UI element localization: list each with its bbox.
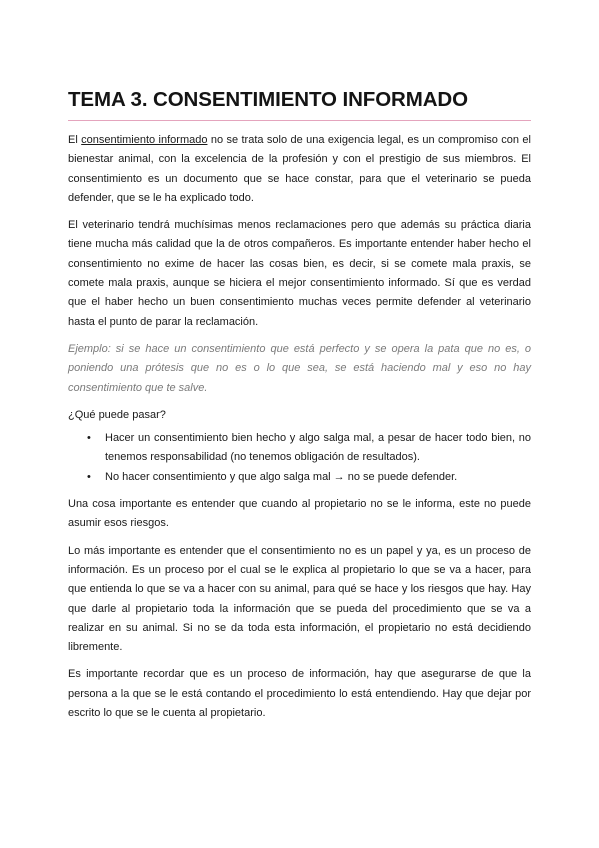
paragraph-riesgos: Una cosa importante es entender que cuando al propietario no se le informa, este no puede asumir esos riesgos. [68, 498, 531, 530]
paragraph-proceso: Lo más importante es entender que el consentimiento no es un papel y ya, es un proceso de información. Es un proceso por el cual se le explica al propietario lo que se va a hacer, para que entienda lo que se va a hacer con su animal, para qué se hace y los riesgos que hay. Hay que darle al propietario toda la información que se pueda del procedimiento que se va a realizar en su animal. Si no se da toda esta información, el propietario no está decidiendo libremente. [68, 544, 531, 654]
bullet-icon: • [87, 470, 91, 483]
bullet-icon: • [87, 432, 91, 445]
paragraph-intro [68, 131, 531, 208]
paragraph-reclamaciones: El veterinario tendrá muchísimas menos reclamaciones pero que además su práctica diaria tiene mucha más calidad que la de otros compañeros. Es importante entender haber hecho el consentimiento no exime de hacer las cosas bien, es decir, si se comete mala praxis, se comete mala praxis, aunque se hiciera el mejor consentimiento informado. Sí que es verdad que el haber hecho un buen consentimiento muchas veces permite defender al veterinario hasta el punto de parar la reclamación. [68, 219, 531, 328]
intro-lead-text: El [68, 134, 82, 146]
question-line: ¿Qué puede pasar? [68, 408, 166, 421]
underlined-term: consentimiento informado [81, 134, 208, 146]
list-item-text: No hacer consentimiento y que algo salga mal → no se puede defender. [105, 470, 458, 483]
bullet-list [68, 429, 531, 487]
document-page [68, 88, 531, 723]
intro-body-text: no se trata solo de una exigencia legal, es un compromiso con el bienestar animal, con la excelencia de la profesión y con el prestigio de sus miembros. El consentimiento es un documento que se hace constar, para que el veterinario se pueda defender, que se le ha explicado todo. [68, 134, 531, 204]
list-item [68, 468, 531, 487]
list-item [68, 429, 531, 468]
example-paragraph: Ejemplo: si se hace un consentimiento que está perfecto y se opera la pata que no es, o poniendo una prótesis que no es o lo que sea, se está haciendo mal y eso no hay consentimiento que te salve. [68, 342, 531, 394]
page-title: TEMA 3. CONSENTIMIENTO INFORMADO [68, 88, 531, 121]
paragraph-recordar: Es importante recordar que es un proceso de información, hay que asegurarse de que la persona a la que se le está contando el procedimiento lo está entendiendo. Hay que dejar por escrito lo que se le cuenta al propietario. [68, 668, 531, 720]
list-item-text: Hacer un consentimiento bien hecho y algo salga mal, a pesar de hacer todo bien, no tenemos responsabilidad (no tenemos obligación de resultados). [105, 432, 531, 464]
